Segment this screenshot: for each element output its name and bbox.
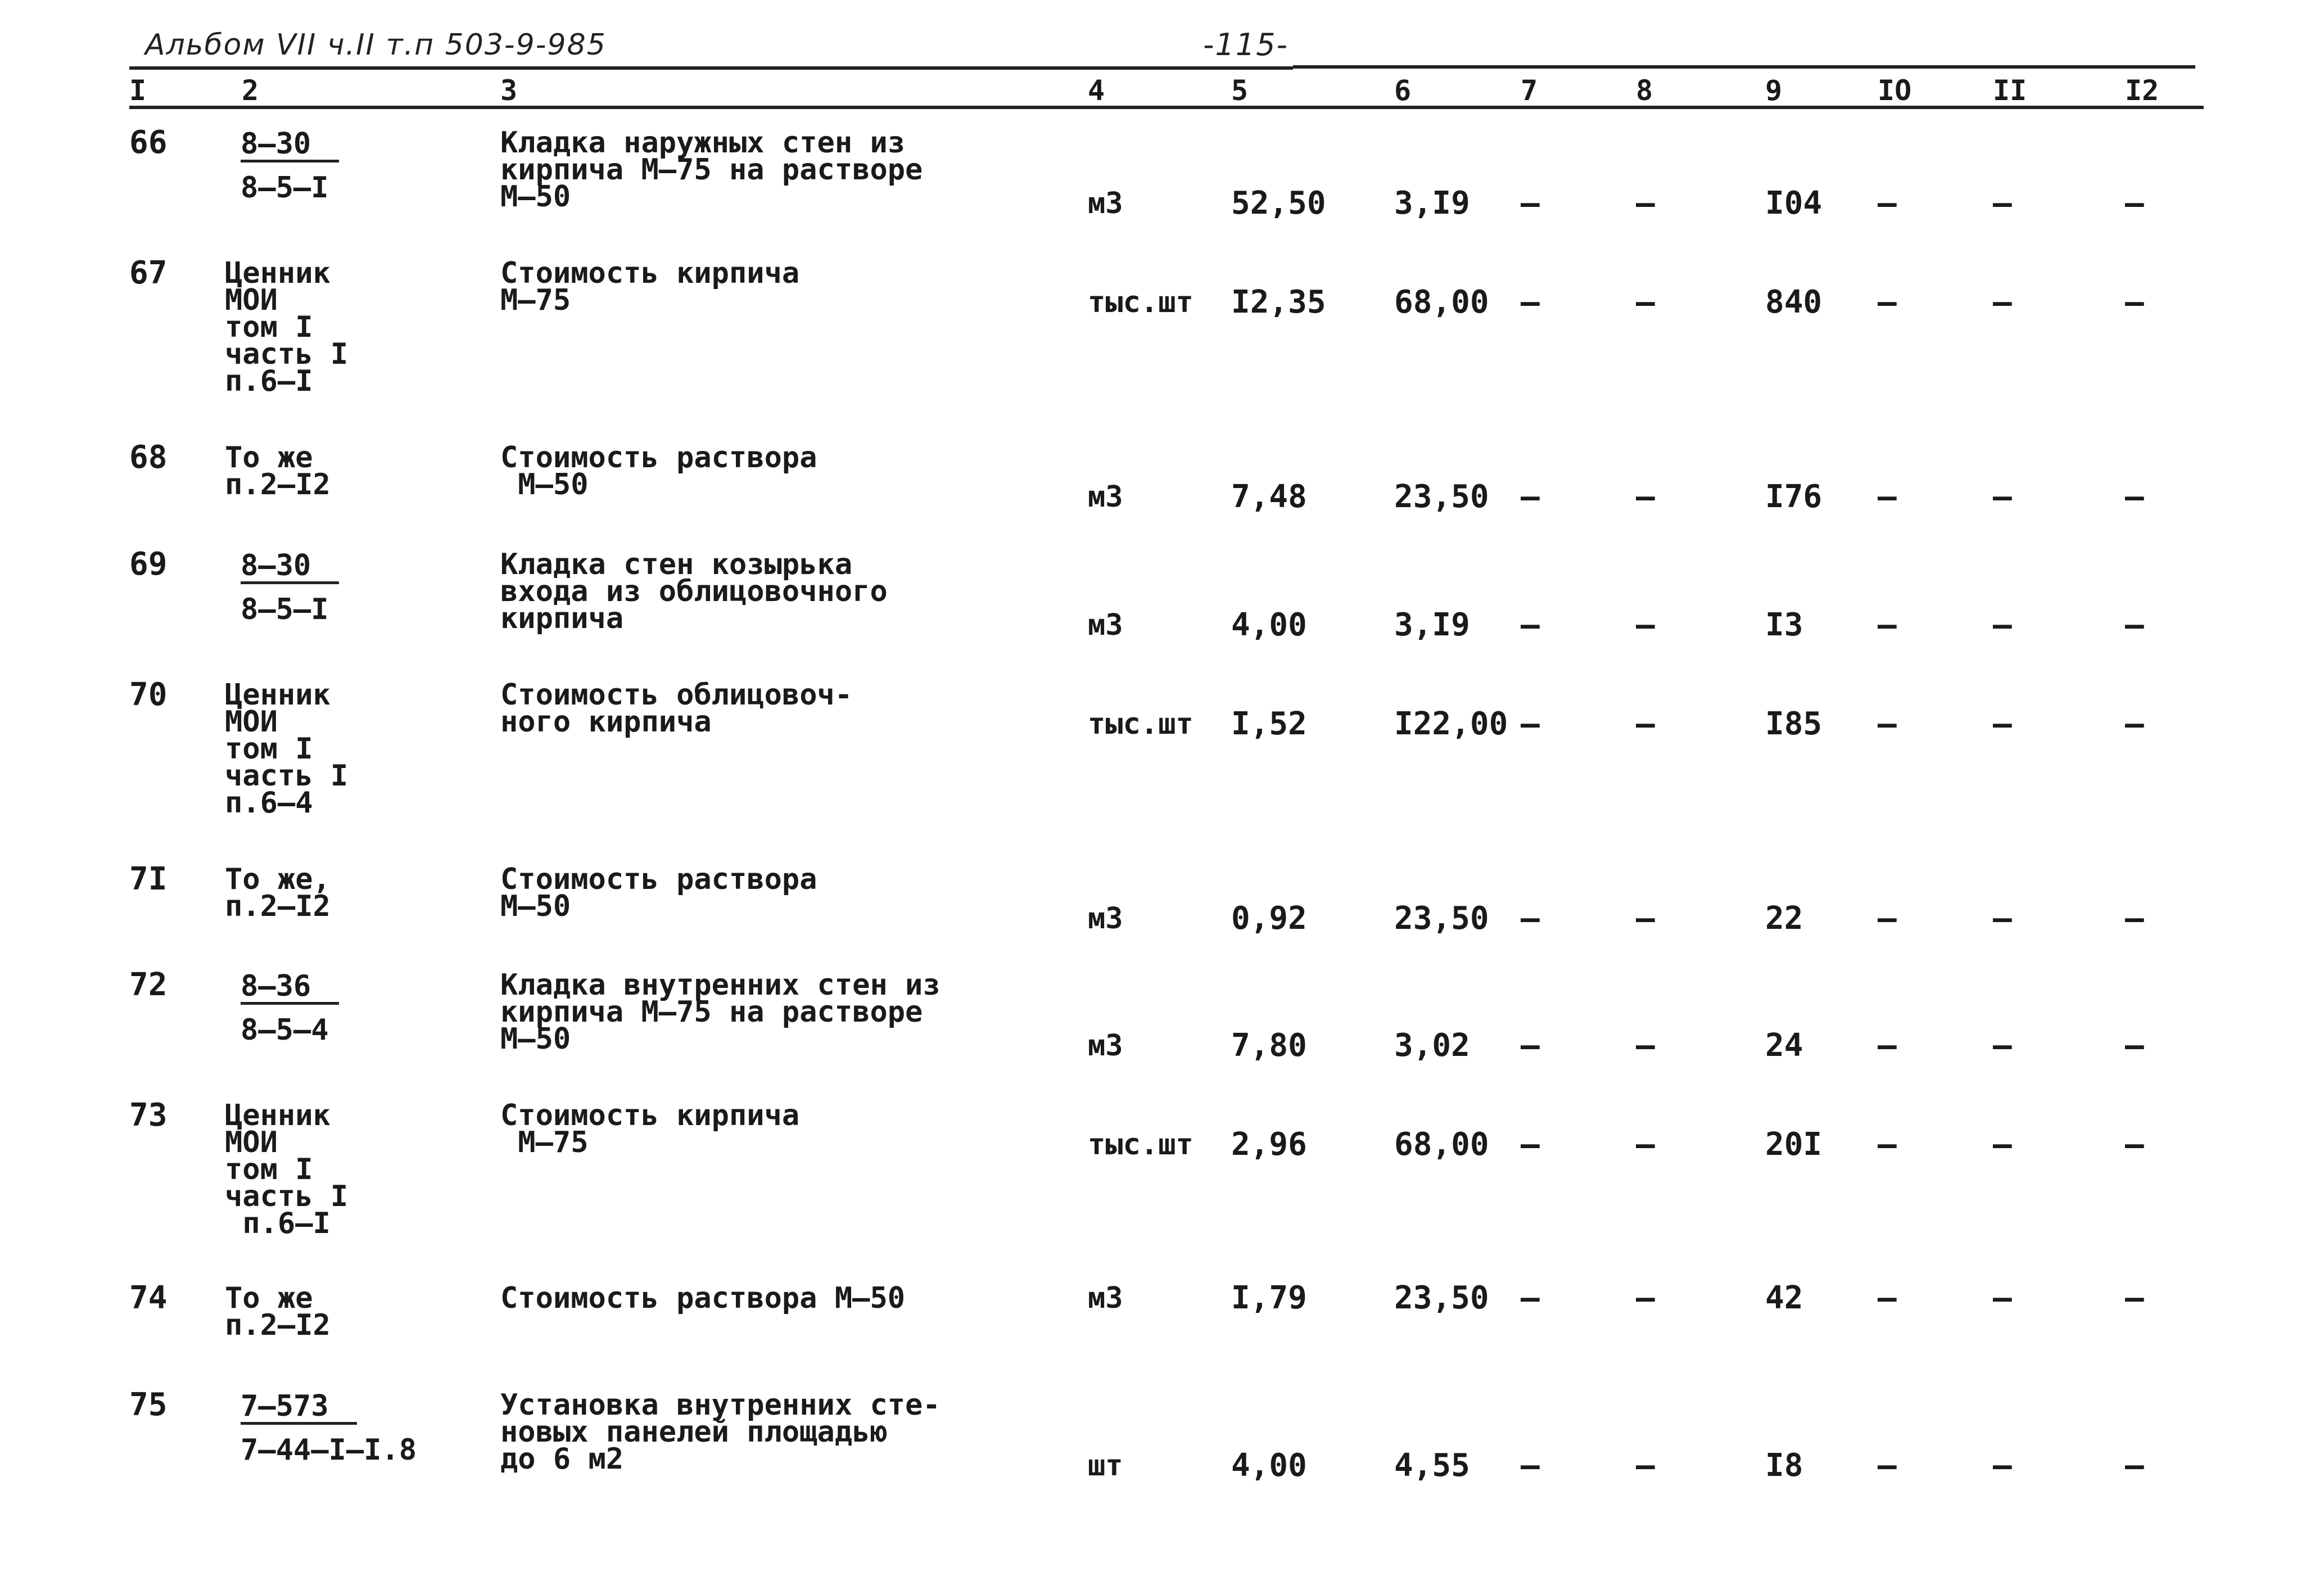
work-description: Стоимость кирпича М–75	[500, 1099, 800, 1159]
col-9-value: I76	[1765, 478, 1823, 515]
unit: шт	[1088, 1449, 1123, 1483]
col-9-value: 24	[1765, 1027, 1803, 1064]
unit: м3	[1088, 1281, 1123, 1315]
unit-price: I22,00	[1394, 706, 1508, 742]
work-description: Кладка внутренних стен из кирпича М–75 на растворе М–50	[500, 968, 941, 1056]
row-number: 7I	[129, 861, 168, 897]
unit: тыс.шт	[1088, 286, 1193, 319]
dash-c12: –	[2125, 900, 2144, 937]
unit-price: 23,50	[1394, 900, 1489, 937]
col-9-value: I3	[1765, 607, 1803, 643]
norm-reference-bottom: 8–5–I	[241, 593, 329, 626]
dash-c7: –	[1521, 706, 1540, 742]
row-number: 66	[129, 124, 168, 161]
dash-c10: –	[1878, 1027, 1897, 1064]
dash-c11: –	[1993, 900, 2012, 937]
dash-c11: –	[1993, 185, 2012, 222]
row-number: 70	[129, 676, 168, 713]
dash-c8: –	[1636, 185, 1655, 222]
norm-reference-top: 8–36	[241, 972, 339, 1005]
unit: м3	[1088, 480, 1123, 514]
unit-price: 3,I9	[1394, 607, 1470, 643]
column-header-10: IO	[1878, 74, 1912, 107]
work-description: Стоимость кирпича М–75	[500, 256, 800, 317]
dash-c10: –	[1878, 1280, 1897, 1316]
column-header-5: 5	[1231, 74, 1249, 107]
col-9-value: 22	[1765, 900, 1803, 937]
dash-c11: –	[1993, 706, 2012, 742]
unit-price: 68,00	[1394, 1126, 1489, 1163]
quantity: 0,92	[1231, 900, 1307, 937]
dash-c7: –	[1521, 1027, 1540, 1064]
dash-c10: –	[1878, 478, 1897, 515]
row-number: 72	[129, 967, 168, 1003]
column-header-11: II	[1993, 74, 2027, 107]
col-9-value: I04	[1765, 185, 1823, 222]
dash-c12: –	[2125, 1027, 2144, 1064]
work-description: Кладка стен козырька входа из облицовочного кирпича	[500, 548, 888, 635]
dash-c12: –	[2125, 607, 2144, 643]
dash-c7: –	[1521, 1280, 1540, 1316]
dash-c12: –	[2125, 1280, 2144, 1316]
norm-reference: Ценник МОИ том I часть I п.6–I	[225, 256, 349, 398]
col-9-value: 42	[1765, 1280, 1803, 1316]
dash-c12: –	[2125, 706, 2144, 742]
row-number: 67	[129, 255, 168, 291]
dash-c12: –	[2125, 1126, 2144, 1163]
album-title: Альбом VII ч.II т.п 503-9-985	[145, 28, 607, 62]
row-number: 68	[129, 439, 168, 476]
dash-c7: –	[1521, 185, 1540, 222]
dash-c7: –	[1521, 478, 1540, 515]
header-rule-top-right	[1293, 65, 2195, 69]
row-number: 73	[129, 1097, 168, 1134]
dash-c10: –	[1878, 706, 1897, 742]
unit-price: 23,50	[1394, 478, 1489, 515]
column-header-7: 7	[1521, 74, 1538, 107]
unit: м3	[1088, 902, 1123, 936]
unit-price: 3,02	[1394, 1027, 1470, 1064]
norm-reference: То же п.2–I2	[225, 1281, 331, 1342]
dash-c8: –	[1636, 1280, 1655, 1316]
dash-c8: –	[1636, 900, 1655, 937]
unit: тыс.шт	[1088, 707, 1193, 741]
dash-c11: –	[1993, 1280, 2012, 1316]
unit: тыс.шт	[1088, 1128, 1193, 1162]
work-description: Установка внутренних сте- новых панелей площадью до 6 м2	[500, 1388, 941, 1476]
norm-reference-bottom: 8–5–I	[241, 171, 329, 205]
norm-reference-top: 8–30	[241, 129, 339, 162]
quantity: 52,50	[1231, 185, 1326, 222]
dash-c8: –	[1636, 478, 1655, 515]
column-header-8: 8	[1636, 74, 1653, 107]
dash-c11: –	[1993, 1027, 2012, 1064]
norm-reference: То же, п.2–I2	[225, 863, 331, 923]
quantity: 2,96	[1231, 1126, 1307, 1163]
dash-c8: –	[1636, 284, 1655, 320]
dash-c12: –	[2125, 478, 2144, 515]
dash-c11: –	[1993, 478, 2012, 515]
row-number: 75	[129, 1387, 168, 1423]
dash-c10: –	[1878, 607, 1897, 643]
work-description: Стоимость раствора М–50	[500, 441, 817, 502]
norm-reference-bottom: 8–5–4	[241, 1013, 329, 1047]
dash-c7: –	[1521, 284, 1540, 320]
work-description: Кладка наружных стен из кирпича М–75 на растворе М–50	[500, 126, 923, 214]
dash-c7: –	[1521, 607, 1540, 643]
dash-c7: –	[1521, 1126, 1540, 1163]
column-header-3: 3	[500, 74, 518, 107]
dash-c12: –	[2125, 185, 2144, 222]
norm-reference-top: 8–30	[241, 551, 339, 584]
work-description: Стоимость раствора М–50	[500, 1281, 906, 1315]
quantity: 7,48	[1231, 478, 1307, 515]
unit-price: 4,55	[1394, 1447, 1470, 1484]
col-9-value: I85	[1765, 706, 1823, 742]
norm-reference: Ценник МОИ том I часть I п.6–4	[225, 678, 349, 820]
dash-c8: –	[1636, 1126, 1655, 1163]
column-header-6: 6	[1394, 74, 1412, 107]
dash-c11: –	[1993, 607, 2012, 643]
column-header-12: I2	[2125, 74, 2159, 107]
dash-c10: –	[1878, 185, 1897, 222]
column-header-2: 2	[242, 74, 259, 107]
column-header-1: I	[129, 74, 147, 107]
quantity: 7,80	[1231, 1027, 1307, 1064]
column-header-4: 4	[1088, 74, 1105, 107]
work-description: Стоимость облицовоч- ного кирпича	[500, 678, 853, 739]
norm-reference: То же п.2–I2	[225, 441, 331, 502]
row-number: 74	[129, 1280, 168, 1316]
dash-c10: –	[1878, 284, 1897, 320]
dash-c10: –	[1878, 900, 1897, 937]
norm-reference-top: 7–573	[241, 1392, 357, 1425]
column-header-9: 9	[1765, 74, 1783, 107]
dash-c7: –	[1521, 900, 1540, 937]
dash-c11: –	[1993, 284, 2012, 320]
dash-c8: –	[1636, 1447, 1655, 1484]
unit: м3	[1088, 187, 1123, 220]
dash-c12: –	[2125, 1447, 2144, 1484]
quantity: I,52	[1231, 706, 1307, 742]
dash-c8: –	[1636, 706, 1655, 742]
dash-c8: –	[1636, 1027, 1655, 1064]
dash-c12: –	[2125, 284, 2144, 320]
unit: м3	[1088, 608, 1123, 642]
dash-c11: –	[1993, 1126, 2012, 1163]
work-description: Стоимость раствора М–50	[500, 863, 817, 923]
unit: м3	[1088, 1029, 1123, 1063]
unit-price: 68,00	[1394, 284, 1489, 320]
quantity: 4,00	[1231, 1447, 1307, 1484]
dash-c11: –	[1993, 1447, 2012, 1484]
dash-c8: –	[1636, 607, 1655, 643]
page-number: -115-	[1203, 27, 1289, 62]
col-9-value: 840	[1765, 284, 1823, 320]
header-rule-top-left	[129, 66, 1293, 70]
unit-price: 3,I9	[1394, 185, 1470, 222]
dash-c7: –	[1521, 1447, 1540, 1484]
dash-c10: –	[1878, 1126, 1897, 1163]
col-9-value: I8	[1765, 1447, 1803, 1484]
norm-reference: Ценник МОИ том I часть I п.6–I	[225, 1099, 349, 1240]
row-number: 69	[129, 546, 168, 582]
quantity: I2,35	[1231, 284, 1326, 320]
norm-reference-bottom: 7–44–I–I.8	[241, 1433, 417, 1467]
dash-c10: –	[1878, 1447, 1897, 1484]
quantity: I,79	[1231, 1280, 1307, 1316]
col-9-value: 20I	[1765, 1126, 1823, 1163]
unit-price: 23,50	[1394, 1280, 1489, 1316]
quantity: 4,00	[1231, 607, 1307, 643]
